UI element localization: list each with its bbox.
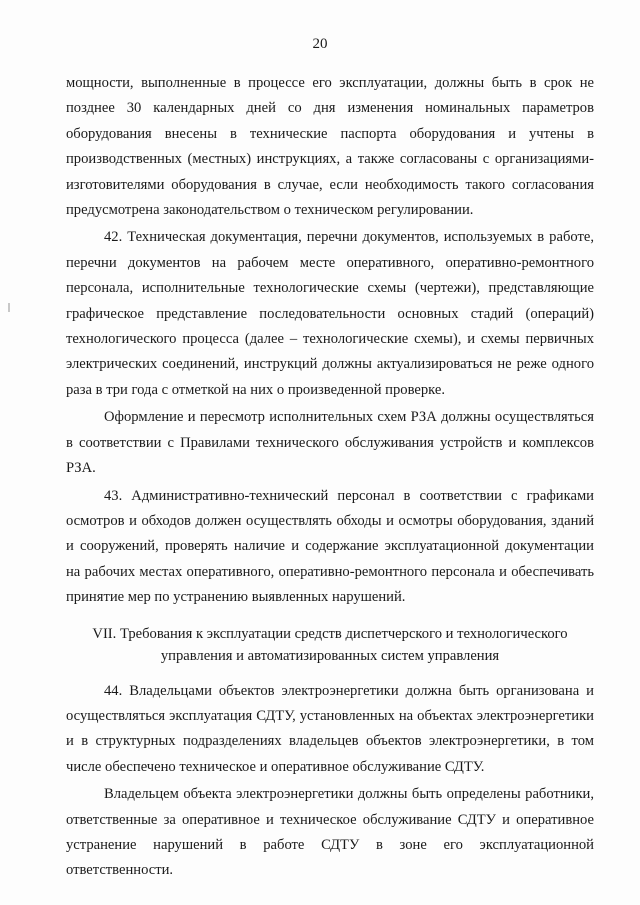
- paragraph-continuation: мощности, выполненные в процессе его эксплуатации, должны быть в срок не позднее 30 календарных дней со дня изменения номинальных параметров оборудования внесены в технические паспорта оборудования и учтены в производственных (местных) инструкциях, а также согласованы с организациями-изготовителями оборудования в случае, если необходимость такого согласования предусмотрена законодательством о техническом регулировании.: [66, 75, 594, 219]
- document-body: [66, 71, 594, 884]
- paragraph-42: 42. Техническая документация, перечни документов, используемых в работе, перечни документов на рабочем месте оперативного, оперативно-ремонтного персонала, исполнительные технологические схемы (чертежи), представляющие графическое представление последовательности основных стадий (операций) технологического процесса (далее – технологические схемы), и схемы первичных электрических соединений, инструкций должны актуализироваться не реже одного раза в три года с отметкой на них о произведенной проверке.: [66, 229, 594, 398]
- page-number: 20: [312, 36, 328, 52]
- section-heading-line-1: VII. Требования к эксплуатации средств диспетчерского и технологического: [92, 625, 568, 642]
- paragraph-sdtu-staff: Владельцем объекта электроэнергетики должны быть определены работники, ответственные за оперативное и техническое обслуживание СДТУ и оперативное устранение нарушений в работе СДТУ в зоне его эксплуатационной ответственности.: [66, 786, 594, 879]
- paragraph-43: 43. Административно-технический персонал в соответствии с графиками осмотров и обходов должен осуществлять обходы и осмотры оборудования, зданий и сооружений, проверять наличие и содержание эксплуатационной документации на рабочих местах оперативного, оперативно-ремонтного персонала и обеспечивать принятие мер по устранению выявленных нарушений.: [66, 487, 594, 606]
- paragraph-44: 44. Владельцами объектов электроэнергетики должна быть организована и осуществляться эксплуатация СДТУ, установленных на объектах электроэнергетики и в структурных подразделениях владельцев объектов электроэнергетики, в том числе обеспечено техническое и оперативное обслуживание СДТУ.: [66, 682, 594, 775]
- paragraph-rza-schemes: Оформление и пересмотр исполнительных схем РЗА должны осуществляться в соответствии с Правилами технического обслуживания устройств и комплексов РЗА.: [66, 409, 594, 477]
- scan-artifact: [8, 303, 10, 312]
- section-heading-line-2: управления и автоматизированных систем управления: [160, 647, 500, 664]
- section-heading: [66, 623, 594, 667]
